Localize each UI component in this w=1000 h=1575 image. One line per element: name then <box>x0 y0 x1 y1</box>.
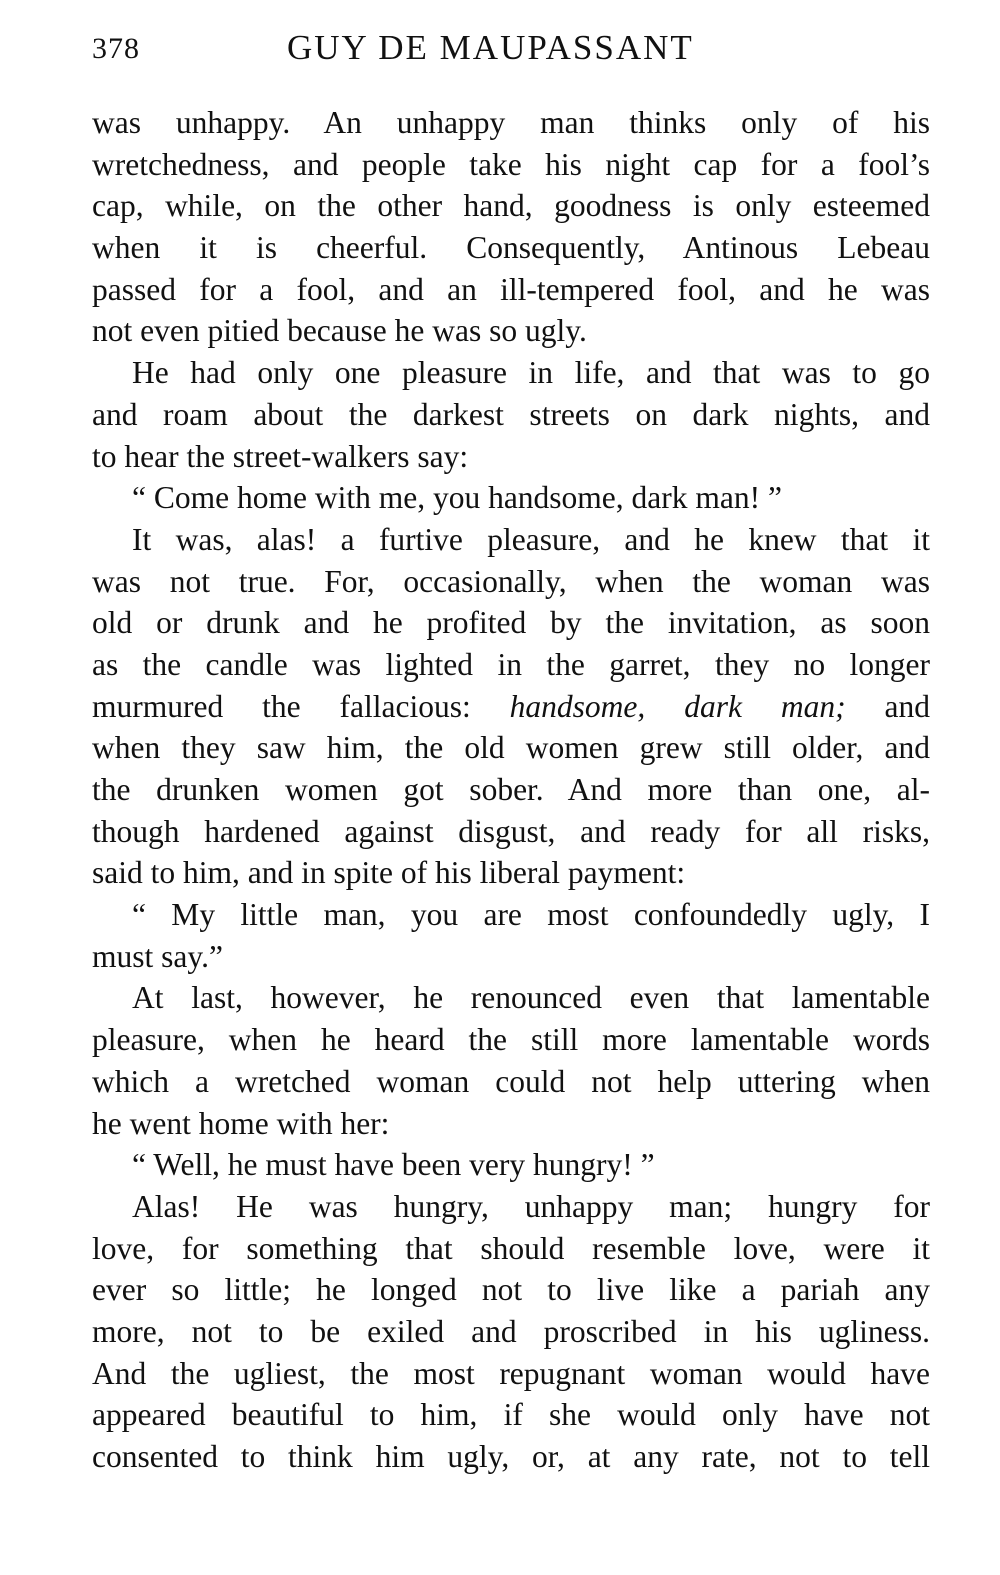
text-line: as the candle was lighted in the garret, they no longer <box>92 646 930 682</box>
text-line: to hear the street-walkers say: <box>92 438 469 474</box>
text-line: he went home with her: <box>92 1105 390 1141</box>
text-line: It was, alas! a furtive pleasure, and he knew that it <box>132 521 930 557</box>
text-line: At last, however, he renounced even that lamentable <box>132 980 930 1016</box>
text-line: old or drunk and he profited by the invitation, as soon <box>92 605 930 641</box>
text-line: more, not to be exiled and proscribed in his ugliness. <box>92 1313 930 1349</box>
text-line: was unhappy. An unhappy man thinks only of his <box>92 105 930 140</box>
text-line: which a wretched woman could not help uttering when <box>92 1063 930 1099</box>
text-line: He had only one pleasure in life, and that was to go <box>132 355 930 391</box>
text-line: must say.” <box>92 938 223 974</box>
text-line: love, for something that should resemble love, were it <box>92 1230 930 1266</box>
text-line: when they saw him, the old women grew still older, and <box>92 730 930 766</box>
italic-phrase: handsome, dark man; <box>509 688 846 724</box>
text-line: though hardened against disgust, and ready for all risks, <box>92 813 930 849</box>
body-text <box>92 102 930 1478</box>
text-segment: murmured the fallacious: <box>92 688 510 724</box>
text-line: was not true. For, occasionally, when the woman was <box>92 563 930 599</box>
text-line: And the ugliest, the most repugnant woman would have <box>92 1355 930 1391</box>
page-header <box>92 28 930 76</box>
text-line: the drunken women got sober. And more than one, al- <box>92 772 930 807</box>
text-line-with-italics <box>92 686 930 728</box>
text-line: ever so little; he longed not to live like a pariah any <box>92 1272 930 1308</box>
text-line: consented to think him ugly, or, at any rate, not to tell <box>92 1439 930 1474</box>
text-line: “ Come home with me, you handsome, dark man! ” <box>132 480 782 516</box>
text-line: passed for a fool, and an ill-tempered fool, and he was <box>92 271 930 307</box>
text-line: pleasure, when he heard the still more lamentable words <box>92 1022 930 1058</box>
text-line: Alas! He was hungry, unhappy man; hungry for <box>132 1188 930 1224</box>
text-segment: and <box>845 688 930 724</box>
running-head: GUY DE MAUPASSANT <box>287 28 694 67</box>
text-line: appeared beautiful to him, if she would only have not <box>92 1397 930 1433</box>
text-line: when it is cheerful. Consequently, Antinous Lebeau <box>92 230 930 266</box>
page-number: 378 <box>92 32 140 65</box>
text-line: “ Well, he must have been very hungry! ” <box>132 1147 655 1183</box>
text-line: said to him, and in spite of his liberal payment: <box>92 855 686 891</box>
text-line: wretchedness, and people take his night cap for a fool’s <box>92 146 930 182</box>
text-line: cap, while, on the other hand, goodness is only esteemed <box>92 188 930 224</box>
text-line: and roam about the darkest streets on dark nights, and <box>92 396 930 432</box>
text-line: not even pitied because he was so ugly. <box>92 313 587 349</box>
text-line: “ My little man, you are most confoundedly ugly, I <box>132 897 930 933</box>
